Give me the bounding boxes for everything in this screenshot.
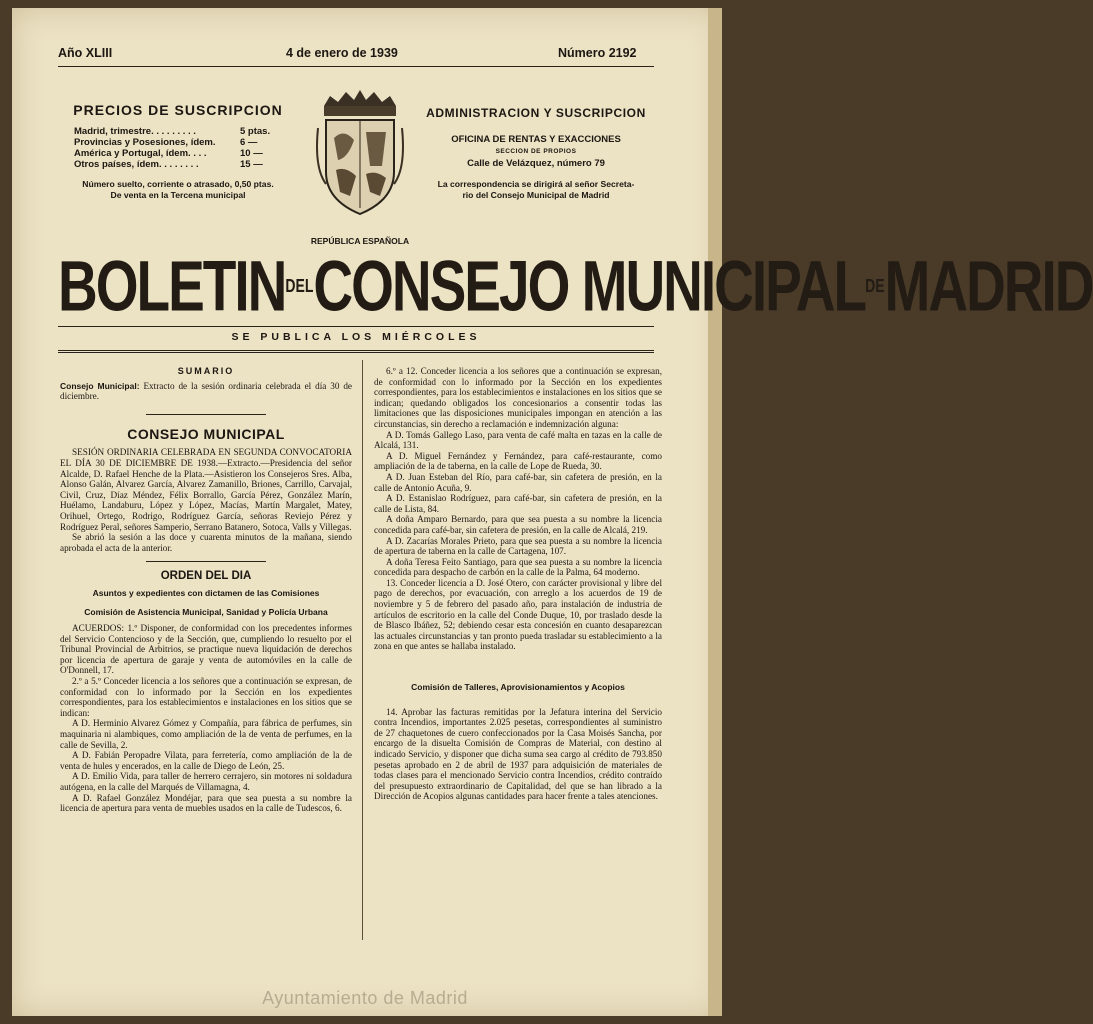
sumario-entry: Consejo Municipal: Extracto de la sesión ordinaria celebrada el día 30 de diciembre.	[60, 380, 352, 402]
talleres-title: Comisión de Talleres, Aprovisionamientos y Acopios	[411, 682, 625, 693]
license-item: A D. Emilio Vida, para taller de herrero cerrajero, sin motores ni soldadura autógena, en la calle del Marqués de Villamagna, 4.	[60, 771, 352, 792]
prices-title: PRECIOS DE SUSCRIPCION	[73, 102, 283, 118]
crest-icon	[310, 88, 410, 223]
prices-block	[58, 102, 298, 200]
price-row: Provincias y Posesiones, ídem. 6 —	[74, 137, 258, 148]
admin-block	[416, 106, 656, 200]
price-row: Otros países, ídem. . . . . . . . 15 —	[74, 159, 263, 170]
admin-note: La correspondencia se dirigirá al señor Secreta-	[437, 179, 635, 189]
price-note: Número suelto, corriente o atrasado, 0,50 ptas.	[82, 179, 274, 189]
masthead-word: BOLETIN	[58, 245, 286, 326]
license-item: A D. Tomás Gallego Laso, para venta de café malta en tazas en la calle de Alcalá, 131.	[374, 429, 662, 451]
issue-date: 4 de enero de 1939	[286, 46, 398, 60]
archive-watermark: Ayuntamiento de Madrid	[262, 988, 468, 1008]
admin-section: SECCION DE PROPIOS	[495, 148, 577, 155]
admin-note-2: rio del Consejo Municipal de Madrid	[462, 189, 610, 200]
agreement-paragraph: 2.º a 5.º Conceder licencia a los señores que a continuación se expresan, de conformidad con lo informado por la Sección en los expedientes correspondientes, para los establecimientos e instalaciones en los sitios que se indican:	[60, 676, 352, 718]
license-item: A D. Juan Esteban del Río, para café-bar, sin cafetera de presión, en la calle de Antonio Acuña, 9.	[374, 471, 662, 493]
license-item: A D. Rafael González Mondéjar, para que sea puesta a su nombre la licencia de apertura para venta de muebles usados en la calle de Tudescos, 6.	[60, 792, 352, 814]
license-item: A D. Fabián Peropadre Vilata, para ferretería, como ampliación de la de venta de hules y encerados, en la calle de Diego de León, 25.	[60, 750, 352, 771]
admin-address: Calle de Velázquez, número 79	[467, 158, 605, 169]
license-item: A doña Teresa Feito Santiago, para que sea puesta a su nombre la licencia concedida para despacho de carbón en la calle de la Palma, 64 moderno.	[374, 556, 662, 578]
license-item: A D. Zacarías Morales Prieto, para que sea puesta a su nombre la licencia de apertura de taberna en la calle de Cartagena, 107.	[374, 535, 662, 557]
masthead-word: DE	[865, 275, 885, 296]
price-row: América y Portugal, ídem. . . . 10 —	[74, 148, 263, 159]
price-note-sale: De venta en la Tercena municipal	[110, 189, 246, 200]
consejo-title: CONSEJO MUNICIPAL	[127, 425, 285, 442]
masthead-title	[58, 244, 1093, 327]
coat-of-arms	[310, 88, 410, 246]
masthead-word: CONSEJO	[313, 245, 569, 326]
license-item: A D. Estanislao Rodríguez, para café-bar, sin cafetera de presión, en la calle de Lista, 84.	[374, 493, 662, 514]
page-spine	[708, 8, 722, 1016]
issue-year: Año XLIII	[58, 46, 113, 60]
license-item: A D. Miguel Fernández y Fernández, para café-restaurante, como ampliación de la de taberna, en la calle de Lope de Rueda, 30.	[374, 450, 662, 472]
admin-office: OFICINA DE RENTAS Y EXACCIONES	[451, 134, 621, 145]
agreement-paragraph: ACUERDOS: 1.º Disponer, de conformidad con los precedentes informes del Servicio Contencioso y de la Sección, que, cumpliendo lo resuelto por el Tribunal Provincial de Arbitrios, se practique nueva liquidación de derechos por licencia de apertura de garaje y venta de automóviles en la calle de O'Donnell, 17.	[60, 623, 352, 676]
masthead-subtitle: SE PUBLICA LOS MIÉRCOLES	[231, 331, 481, 343]
license-item: A doña Amparo Bernardo, para que sea puesta a su nombre la licencia concedida para café-bar, sin cafetera de presión, en la calle de Alcalá, 219.	[374, 514, 662, 535]
masthead-rule	[58, 326, 654, 327]
subtitle-rule	[58, 350, 654, 353]
masthead-word: DEL	[285, 275, 314, 296]
crest-caption: REPÚBLICA ESPAÑOLA	[310, 236, 410, 246]
comision-title: Comisión de Asistencia Municipal, Sanidad y Policía Urbana	[84, 606, 328, 617]
agreement-paragraph: 14. Aprobar las facturas remitidas por la Jefatura interina del Servicio contra Incendios, importantes 2.025 pesetas, correspondientes al suministro de 27 chaquetones de cuero confeccionados por la Casa Moisés Sancha, por encargo de la disuelta Comisión de Compras de Material, con destino al indicado Servicio, y disponer que dicha suma sea cargo al crédito de 793.850 pesetas aprobado en 2 de abril de 1937 para adquisición de materiales de todas clases para el mencionado Servicio contra Incendios, crédito contraído del presupuesto extraordinario de Capitalidad, del que se han librado a la Dirección de Acopios algunas cantidades para hacer frente a tales atenciones.	[374, 706, 662, 802]
sumario-title: SUMARIO	[177, 366, 235, 376]
left-column	[60, 366, 352, 814]
license-paragraph: 6.º a 12. Conceder licencia a los señores que a continuación se expresan, de conformidad con lo informado por la Sección en los expedientes correspondientes, para los establecimientos e instalaciones en los sitios que se indican; quedando obligados los concesionarios a consentir todas las limitaciones que las disposiciones municipales impongan en atención a las circunstancias, sin derecho a reclamación e indemnización alguna:	[374, 366, 662, 429]
orden-title: ORDEN DEL DIA	[160, 570, 252, 583]
license-item: A D. Herminio Alvarez Gómez y Compañía, para fábrica de perfumes, sin maquinaria ni alambiques, como ampliación de la de venta de perfumes, en la calle de Sevilla, 2.	[60, 718, 352, 750]
issue-number: Número 2192	[558, 46, 637, 60]
column-divider	[362, 360, 363, 940]
section-rule	[146, 561, 266, 562]
session-paragraph: SESIÓN ORDINARIA CELEBRADA EN SEGUNDA CONVOCATORIA EL DÍA 30 DE DICIEMBRE DE 1938.—Extracto.—Presidencia del señor Alcalde, D. Rafael Henche de la Plata.—Asistieron los Consejeros Sres. Alba, Alonso Galán, Alvarez García, Alvarez Zamanillo, Briones, Carrillo, Carvajal, Civil, Cruz, Díaz Méndez, Félix Borrallo, García Pérez, González Marín, Huélamo, Landaburu, López y López, Macías, Martín Margalet, Matey, Orihuel, Ortego, Rodrigo, Rodríguez García, señoras Reviejo Pérez y Rodríguez Peral, señores Samperio, Serrano Batanero, Sotoca, Valls y Villegas.	[60, 447, 352, 532]
right-column	[374, 366, 662, 802]
masthead-word: MUNICIPAL	[581, 245, 866, 326]
header-rule	[58, 66, 654, 67]
asuntos-title: Asuntos y expedientes con dictamen de las Comisiones	[92, 587, 320, 598]
newspaper-page	[12, 8, 1093, 1016]
license-paragraph: 13. Conceder licencia a D. José Otero, con carácter provisional y libre del pago de derechos, por evacuación, con arreglo a los acuerdos de 19 de noviembre y 5 de febrero del pasado año, para instalación de industria de artículos de escritorio en la calle del Conde Duque, 10, por traslado desde la de Blasco Ibáñez, 52; debiendo cesar esta concesión en cuanto desaparezcan las actuales circunstancias y tan pronto pueda trasladar su establecimiento a la zona en que antes se hallaba instalado.	[374, 577, 662, 652]
session-paragraph-2: Se abrió la sesión a las doce y cuarenta minutos de la mañana, siendo aprobada el acta de la anterior.	[60, 532, 352, 553]
admin-title: ADMINISTRACION Y SUSCRIPCION	[426, 106, 646, 120]
section-rule	[146, 414, 266, 415]
price-row: Madrid, trimestre. . . . . . . . . 5 ptas.	[74, 126, 271, 137]
masthead-word: MADRID	[884, 245, 1093, 326]
